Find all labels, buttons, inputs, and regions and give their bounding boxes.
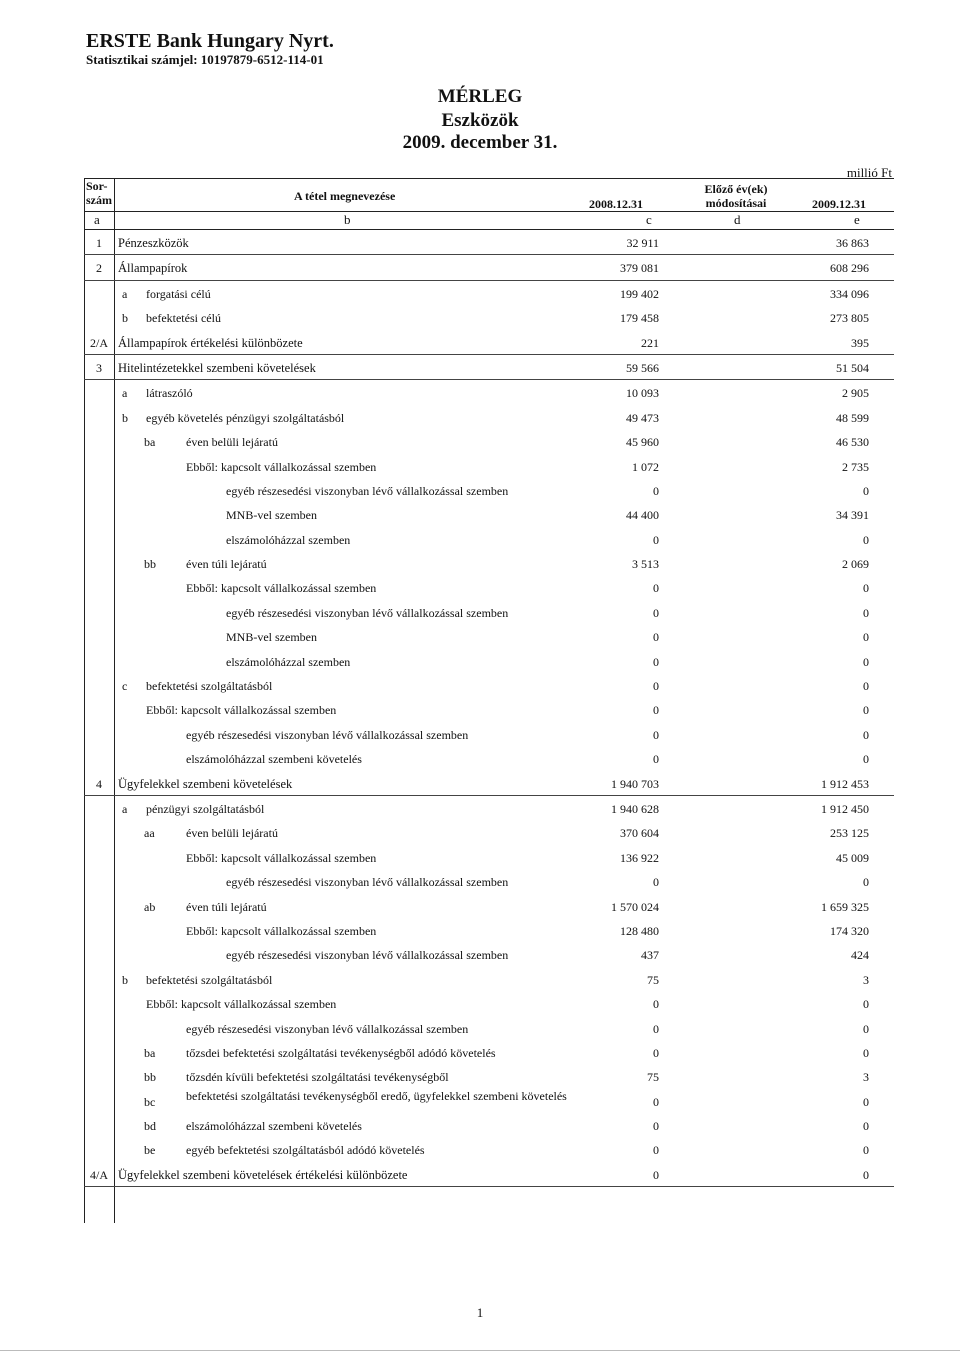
table-row <box>84 429 894 453</box>
row-description: befektetési szolgáltatásból <box>146 972 273 987</box>
value-2009: 0 <box>863 654 869 669</box>
value-2009: 2 069 <box>842 557 869 572</box>
letter-e: e <box>854 212 860 227</box>
row-description: egyéb részesedési viszonyban lévő vállalkozással szemben <box>226 948 509 963</box>
value-2008: 0 <box>653 1045 659 1060</box>
row-level: bb <box>144 557 156 572</box>
value-2008: 45 960 <box>626 435 659 450</box>
row-description: egyéb részesedési viszonyban lévő vállalkozással szemben <box>226 605 509 620</box>
table-row <box>84 281 894 305</box>
value-2008: 0 <box>653 997 659 1012</box>
row-level: bb <box>144 1070 156 1085</box>
row-level: be <box>144 1143 156 1158</box>
value-2009: 395 <box>851 335 869 350</box>
value-2008: 370 604 <box>620 826 659 841</box>
row-level: a <box>122 801 128 816</box>
table-row <box>84 405 894 429</box>
table-row <box>84 746 894 770</box>
value-2008: 3 513 <box>632 557 659 572</box>
value-2008: 379 081 <box>620 261 659 276</box>
table-row <box>84 697 894 721</box>
value-2009: 3 <box>863 1070 869 1085</box>
value-2008: 199 402 <box>620 286 659 301</box>
value-2008: 1 072 <box>632 459 659 474</box>
value-2008: 0 <box>653 1143 659 1158</box>
row-level: ba <box>144 435 156 450</box>
row-description: elszámolóházzal szembeni követelés <box>186 752 362 767</box>
value-2009: 46 530 <box>836 435 869 450</box>
table-row <box>84 600 894 624</box>
row-description: éven belüli lejáratú <box>186 826 278 841</box>
value-2008: 0 <box>653 703 659 718</box>
row-level: a <box>122 386 128 401</box>
row-description: tőzsdén kívüli befektetési szolgáltatási tevékenységből <box>186 1070 449 1085</box>
value-2008: 0 <box>653 630 659 645</box>
row-description: befektetési szolgáltatási tevékenységből eredő, ügyfelekkel szembeni követelés <box>186 1088 567 1103</box>
table-row <box>84 967 894 991</box>
value-2009: 0 <box>863 630 869 645</box>
row-level: b <box>122 972 128 987</box>
value-2008: 1 570 024 <box>611 899 659 914</box>
value-2009: 36 863 <box>836 236 869 250</box>
row-level: b <box>122 311 128 326</box>
col-header-curr: 2009.12.31 <box>812 197 866 211</box>
value-2009: 51 504 <box>836 360 869 375</box>
row-description: Ügyfelekkel szembeni követelések értékelési különbözete <box>118 1167 408 1182</box>
value-2009: 0 <box>863 1119 869 1134</box>
value-2008: 49 473 <box>626 410 659 425</box>
row-description: Ebből: kapcsolt vállalkozással szemben <box>146 997 337 1012</box>
page-subtitle: Eszközök <box>441 110 519 131</box>
value-2009: 45 009 <box>836 850 869 865</box>
table-row <box>84 380 894 404</box>
row-number: 1 <box>96 236 102 250</box>
row-description: MNB-vel szemben <box>226 508 317 523</box>
row-number: 4 <box>96 776 102 791</box>
table-row <box>84 991 894 1015</box>
column-letters <box>84 211 894 230</box>
row-number: 3 <box>96 360 102 375</box>
row-description: éven túli lejáratú <box>186 899 267 914</box>
value-2009: 0 <box>863 875 869 890</box>
table-row <box>84 649 894 673</box>
table-row <box>84 1137 894 1161</box>
value-2008: 10 093 <box>626 386 659 401</box>
value-2009: 0 <box>863 605 869 620</box>
table-row <box>84 1064 894 1088</box>
value-2008: 0 <box>653 1167 659 1182</box>
row-level: bd <box>144 1119 156 1134</box>
table-row <box>84 355 894 380</box>
value-2008: 32 911 <box>626 236 659 250</box>
value-2008: 0 <box>653 532 659 547</box>
letter-b: b <box>344 212 351 227</box>
table-row <box>84 624 894 648</box>
value-2008: 0 <box>653 1119 659 1134</box>
col-header-name: A tétel megnevezése <box>294 189 396 203</box>
value-2009: 2 905 <box>842 386 869 401</box>
value-2009: 1 912 450 <box>821 801 869 816</box>
row-description: pénzügyi szolgáltatásból <box>146 801 265 816</box>
row-description: Ebből: kapcsolt vállalkozással szemben <box>146 703 337 718</box>
value-2009: 334 096 <box>830 286 869 301</box>
value-2009: 174 320 <box>830 923 869 938</box>
letter-a: a <box>94 212 100 227</box>
row-description: egyéb részesedési viszonyban lévő vállalkozással szemben <box>186 1021 469 1036</box>
value-2009: 48 599 <box>836 410 869 425</box>
value-2008: 0 <box>653 727 659 742</box>
row-description: egyéb részesedési viszonyban lévő vállalkozással szemben <box>226 875 509 890</box>
col-header-sor: Sor- szám <box>86 179 112 207</box>
table-row <box>84 673 894 697</box>
row-description: Pénzeszközök <box>118 236 189 250</box>
row-description: forgatási célú <box>146 286 211 301</box>
value-2009: 3 <box>863 972 869 987</box>
row-description: Ebből: kapcsolt vállalkozással szemben <box>186 923 377 938</box>
row-description: éven túli lejáratú <box>186 557 267 572</box>
table-row <box>84 575 894 599</box>
table-row <box>84 1016 894 1040</box>
table-row <box>84 722 894 746</box>
value-2009: 0 <box>863 1143 869 1158</box>
row-description: Ebből: kapcsolt vállalkozással szemben <box>186 581 377 596</box>
row-number: 2/A <box>90 335 108 350</box>
value-2008: 221 <box>641 335 659 350</box>
row-description: Hitelintézetekkel szembeni követelések <box>118 360 316 375</box>
table-row <box>84 1040 894 1064</box>
value-2008: 437 <box>641 948 659 963</box>
value-2008: 0 <box>653 679 659 694</box>
value-2009: 1 659 325 <box>821 899 869 914</box>
table-row <box>84 478 894 502</box>
value-2008: 136 922 <box>620 850 659 865</box>
row-level: b <box>122 410 128 425</box>
row-level: ab <box>144 899 156 914</box>
company-name: ERSTE Bank Hungary Nyrt. <box>86 30 334 52</box>
row-description: Állampapírok értékelési különbözete <box>118 335 303 350</box>
value-2008: 128 480 <box>620 923 659 938</box>
table-row <box>84 230 894 255</box>
value-2009: 1 912 453 <box>821 776 869 791</box>
value-2008: 0 <box>653 1021 659 1036</box>
value-2009: 0 <box>863 581 869 596</box>
table-row <box>84 454 894 478</box>
value-2009: 253 125 <box>830 826 869 841</box>
value-2009: 34 391 <box>836 508 869 523</box>
footer-rule <box>0 1350 960 1351</box>
row-description: egyéb befektetési szolgáltatásból adódó követelés <box>186 1143 425 1158</box>
table-row <box>84 330 894 355</box>
report-date: 2009. december 31. <box>402 132 558 153</box>
row-description: befektetési szolgáltatásból <box>146 679 273 694</box>
value-2009: 0 <box>863 752 869 767</box>
row-description: befektetési célú <box>146 311 221 326</box>
statistical-number: Statisztikai számjel: 10197879-6512-114-01 <box>86 52 324 67</box>
value-2008: 1 940 628 <box>611 801 659 816</box>
value-2009: 0 <box>863 1021 869 1036</box>
row-description: egyéb követelés pénzügyi szolgáltatásból <box>146 410 345 425</box>
table-row <box>84 771 894 796</box>
value-2009: 0 <box>863 1167 869 1182</box>
page-title: MÉRLEG <box>437 86 523 107</box>
value-2008: 1 940 703 <box>611 776 659 791</box>
table-row <box>84 1162 894 1187</box>
row-description: Ebből: kapcsolt vállalkozással szemben <box>186 459 377 474</box>
value-2009: 0 <box>863 1045 869 1060</box>
value-2008: 75 <box>647 972 659 987</box>
balance-table-body <box>84 230 894 1187</box>
row-level: aa <box>144 826 155 841</box>
letter-c: c <box>646 212 652 227</box>
row-description: Ügyfelekkel szembeni követelések <box>118 776 293 791</box>
row-description: éven belüli lejáratú <box>186 435 278 450</box>
table-row <box>84 942 894 966</box>
value-2008: 179 458 <box>620 311 659 326</box>
value-2009: 0 <box>863 727 869 742</box>
row-level: ba <box>144 1045 156 1060</box>
table-row <box>84 1113 894 1137</box>
value-2009: 424 <box>851 948 869 963</box>
value-2009: 0 <box>863 483 869 498</box>
value-2009: 0 <box>863 679 869 694</box>
row-description: Ebből: kapcsolt vállalkozással szemben <box>186 850 377 865</box>
table-row <box>84 918 894 942</box>
value-2008: 0 <box>653 581 659 596</box>
value-2008: 59 566 <box>626 360 659 375</box>
col-header-prev: 2008.12.31 <box>589 197 643 211</box>
value-2008: 0 <box>653 752 659 767</box>
table-row <box>84 845 894 869</box>
table-row <box>84 820 894 844</box>
row-level: a <box>122 286 128 301</box>
value-2009: 0 <box>863 997 869 1012</box>
value-2009: 0 <box>863 532 869 547</box>
row-number: 2 <box>96 261 102 276</box>
table-row <box>84 1089 894 1113</box>
row-description: Állampapírok <box>118 261 188 276</box>
row-number: 4/A <box>90 1167 108 1182</box>
row-description: elszámolóházzal szembeni követelés <box>186 1119 362 1134</box>
row-description: egyéb részesedési viszonyban lévő vállalkozással szemben <box>226 483 509 498</box>
table-row <box>84 796 894 820</box>
row-level: c <box>122 679 128 694</box>
row-description: elszámolóházzal szemben <box>226 654 351 669</box>
table-row <box>84 527 894 551</box>
table-row <box>84 305 894 329</box>
row-description: elszámolóházzal szemben <box>226 532 351 547</box>
row-level: bc <box>144 1094 156 1109</box>
value-2009: 0 <box>863 703 869 718</box>
row-description: egyéb részesedési viszonyban lévő vállalkozással szemben <box>186 727 469 742</box>
table-row <box>84 894 894 918</box>
value-2008: 44 400 <box>626 508 659 523</box>
col-header-mod: Előző év(ek) módosításai <box>704 182 768 210</box>
value-2008: 0 <box>653 605 659 620</box>
value-2008: 0 <box>653 875 659 890</box>
table-row <box>84 502 894 526</box>
row-description: tőzsdei befektetési szolgáltatási tevékenységből adódó követelés <box>186 1045 496 1060</box>
value-2008: 0 <box>653 654 659 669</box>
value-2008: 0 <box>653 1094 659 1109</box>
row-description: látraszóló <box>146 386 193 401</box>
table-row <box>84 551 894 575</box>
table-header <box>84 178 894 212</box>
value-2008: 0 <box>653 483 659 498</box>
unit-label: millió Ft <box>846 165 892 180</box>
table-row <box>84 255 894 280</box>
table-row <box>84 869 894 893</box>
letter-d: d <box>734 212 741 227</box>
value-2009: 2 735 <box>842 459 869 474</box>
value-2009: 0 <box>863 1094 869 1109</box>
value-2009: 608 296 <box>830 261 869 276</box>
page-number: 1 <box>476 1305 484 1320</box>
row-description: MNB-vel szemben <box>226 630 317 645</box>
value-2009: 273 805 <box>830 311 869 326</box>
value-2008: 75 <box>647 1070 659 1085</box>
